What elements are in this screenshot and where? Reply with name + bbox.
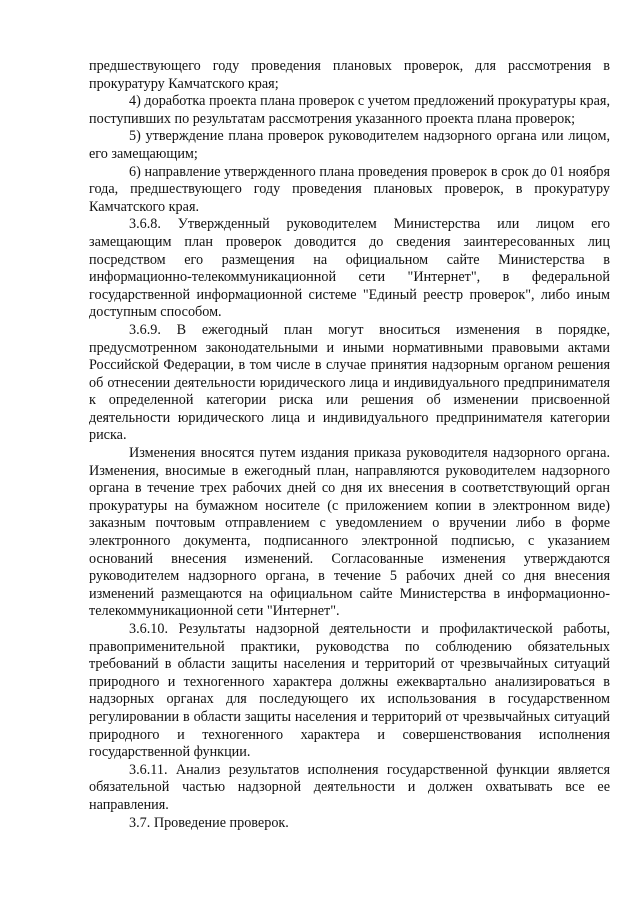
paragraph-item-6: 6) направление утвержденного плана проведения проверок в срок до 01 ноября года, предшествующего году проведения плановых проверок, в прокуратуру Камчатского края. — [89, 163, 610, 215]
paragraph-3-6-9: 3.6.9. В ежегодный план могут вноситься изменения в порядке, предусмотренном законодательными и иными нормативными правовыми актами Российской Федерации, в том числе в случае принятия надзорным органом решения об отнесении деятельности юридического лица и индивидуального предпринимателя к определенной категории риска или решения об изменении присвоенной деятельности юридического лица и индивидуального предпринимателя категории риска. — [89, 321, 610, 444]
paragraph-3-7: 3.7. Проведение проверок. — [129, 814, 289, 831]
paragraph-3-6-10: 3.6.10. Результаты надзорной деятельности и профилактической работы, правоприменительной практики, руководства по соблюдению обязательных требований в области защиты населения и территорий от чрезвычайных ситуаций природного и техногенного характера должны ежеквартально анализироваться в надзорных органах для последующего их использования в государственном регулировании в области защиты населения и территорий от чрезвычайных ситуаций природного и техногенного характера и совершенствования исполнения государственной функции. — [89, 621, 610, 761]
paragraph-item-4: 4) доработка проекта плана проверок с учетом предложений прокуратуры края, поступивших по результатам рассмотрения указанного проекта плана проверок; — [89, 93, 610, 127]
document-page — [89, 58, 610, 832]
paragraph-3-6-8: 3.6.8. Утвержденный руководителем Министерства или лицом его замещающим план проверок доводится до сведения заинтересованных лиц посредством его размещения на официальном сайте Министерства в информационно-телекоммуникационной сети "Интернет", в федеральной государственной информационной системе "Единый реестр проверок", либо иным доступным способом. — [89, 216, 610, 321]
paragraph-item-5: 5) утверждение плана проверок руководителем надзорного органа или лицом, его замещающим; — [89, 128, 610, 162]
paragraph-3-6-11: 3.6.11. Анализ результатов исполнения государственной функции является обязательной частью надзорной деятельности и должен охватывать все ее направления. — [89, 761, 610, 813]
paragraph-continuation: предшествующего году проведения плановых проверок, для рассмотрения в прокуратуру Камчатского края; — [89, 58, 610, 92]
paragraph-changes: Изменения вносятся путем издания приказа руководителя надзорного органа. Изменения, вносимые в ежегодный план, направляются руководителем надзорного органа в течение трех рабочих дней со дня их внесения в соответствующий орган прокуратуры на бумажном носителе (с приложением копии в электронном виде) заказным почтовым отправлением с уведомлением о вручении либо в форме электронного документа, подписанного электронной подписью, с указанием оснований внесения изменений. Согласованные изменения утверждаются руководителем надзорного органа, в течение 5 рабочих дней со дня внесения изменений размещаются на официальном сайте Министерства в информационно-телекоммуникационной сети "Интернет". — [89, 445, 610, 620]
